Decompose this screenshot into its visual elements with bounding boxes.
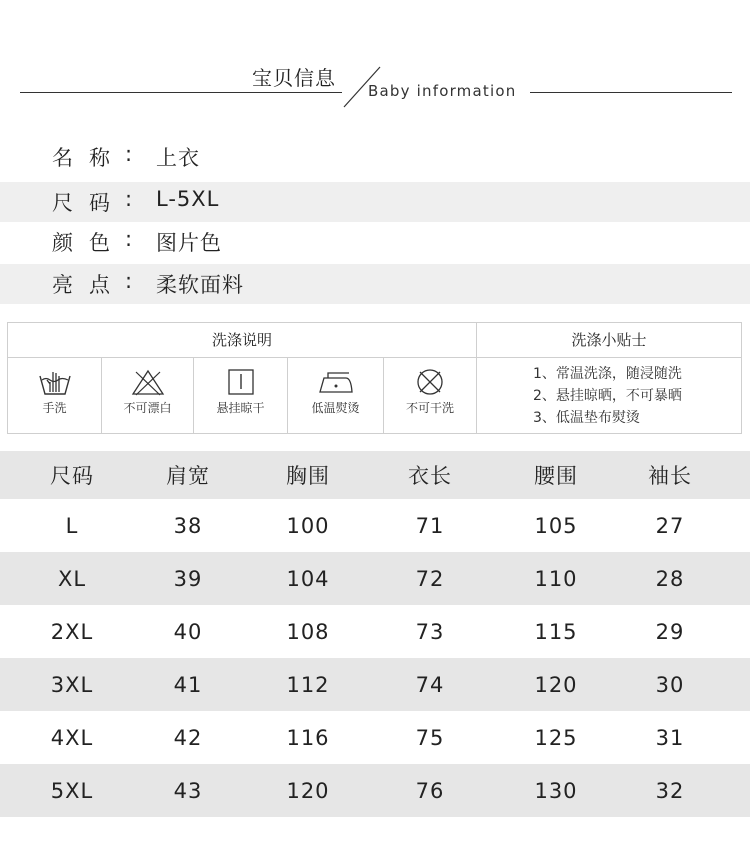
size-cell: L: [65, 513, 79, 538]
size-cell: 116: [286, 725, 330, 750]
info-colon: :: [125, 142, 133, 166]
header-title-cn: 宝贝信息: [252, 66, 336, 90]
hand-wash-icon: [37, 368, 73, 396]
size-table: [0, 451, 750, 817]
size-cell: 100: [286, 513, 330, 538]
info-value: L-5XL: [156, 187, 220, 211]
size-cell: 72: [415, 566, 445, 591]
size-cell: 115: [534, 619, 578, 644]
size-cell: 27: [655, 513, 685, 538]
size-cell: 75: [415, 725, 445, 750]
size-cell: 125: [534, 725, 578, 750]
size-header-cell: 尺码: [50, 464, 94, 488]
wash-item-label: 悬挂晾干: [216, 401, 265, 415]
info-label: 尺码: [52, 191, 126, 215]
wash-item-label: 手洗: [42, 401, 67, 415]
size-cell: 29: [655, 619, 685, 644]
size-header-cell: 衣长: [408, 464, 452, 488]
table-row: [0, 658, 750, 711]
washing-instructions: [7, 322, 742, 434]
washing-tips-title: 洗涤小贴士: [477, 323, 741, 358]
size-header-cell: 袖长: [648, 464, 692, 488]
size-cell: 104: [286, 566, 330, 591]
size-header-cell: 肩宽: [166, 464, 210, 488]
size-cell: 4XL: [50, 725, 94, 750]
wash-item-label: 不可干洗: [405, 401, 454, 415]
wash-item-low-iron: [288, 358, 384, 433]
info-colon: :: [125, 227, 133, 251]
wash-item-hand-wash: [8, 358, 102, 433]
wash-item-label: 低温熨烫: [311, 401, 360, 415]
table-row: [0, 499, 750, 552]
info-row-highlight: [0, 264, 750, 304]
washing-tip: 2、悬挂晾晒，不可暴晒: [533, 388, 682, 404]
info-value: 柔软面料: [156, 273, 244, 297]
no-bleach-icon: [130, 368, 166, 396]
washing-tips: [533, 363, 682, 429]
size-cell: 120: [286, 778, 330, 803]
size-cell: 41: [173, 672, 203, 697]
size-cell: 5XL: [50, 778, 94, 803]
wash-item-hang-dry: [194, 358, 288, 433]
info-colon: :: [125, 187, 133, 211]
size-header-cell: 腰围: [534, 464, 578, 488]
size-cell: 74: [415, 672, 445, 697]
info-row-name: [0, 137, 750, 177]
size-cell: 42: [173, 725, 203, 750]
header-rule-right: [530, 92, 732, 93]
size-header-cell: 胸围: [286, 464, 330, 488]
size-cell: 39: [173, 566, 203, 591]
size-cell: 28: [655, 566, 685, 591]
size-cell: 112: [286, 672, 330, 697]
wash-item-no-bleach: [102, 358, 194, 433]
size-cell: 110: [534, 566, 578, 591]
table-row: [0, 764, 750, 817]
table-row: [0, 605, 750, 658]
size-cell: 120: [534, 672, 578, 697]
size-cell: 76: [415, 778, 445, 803]
info-value: 上衣: [156, 146, 200, 170]
info-label: 名称: [52, 146, 126, 170]
washing-tip: 1、常温洗涤，随浸随洗: [533, 366, 682, 382]
info-row-color: [0, 222, 750, 262]
size-cell: 105: [534, 513, 578, 538]
info-value: 图片色: [156, 231, 222, 255]
info-label: 颜色: [52, 231, 126, 255]
info-row-size: [0, 182, 750, 222]
wash-item-no-dry-clean: [384, 358, 477, 433]
size-cell: 130: [534, 778, 578, 803]
info-colon: :: [125, 269, 133, 293]
size-cell: 43: [173, 778, 203, 803]
size-cell: 3XL: [50, 672, 94, 697]
size-cell: 108: [286, 619, 330, 644]
size-cell: 2XL: [50, 619, 94, 644]
size-cell: 40: [173, 619, 203, 644]
size-cell: 71: [415, 513, 445, 538]
header-title-en: Baby information: [368, 82, 517, 100]
info-label: 亮点: [52, 273, 126, 297]
table-row: [0, 552, 750, 605]
wash-item-label: 不可漂白: [123, 401, 172, 415]
size-cell: 73: [415, 619, 445, 644]
table-row: [0, 711, 750, 764]
size-table-header: [0, 451, 750, 499]
size-cell: 38: [173, 513, 203, 538]
washing-title: 洗涤说明: [8, 323, 477, 358]
size-cell: 31: [655, 725, 685, 750]
hang-dry-icon: [223, 368, 259, 396]
washing-tip: 3、低温垫布熨烫: [533, 410, 640, 426]
no-dry-clean-icon: [412, 368, 448, 396]
header-rule-left: [20, 92, 342, 93]
size-cell: XL: [57, 566, 87, 591]
low-iron-icon: [316, 368, 356, 396]
size-cell: 30: [655, 672, 685, 697]
size-cell: 32: [655, 778, 685, 803]
